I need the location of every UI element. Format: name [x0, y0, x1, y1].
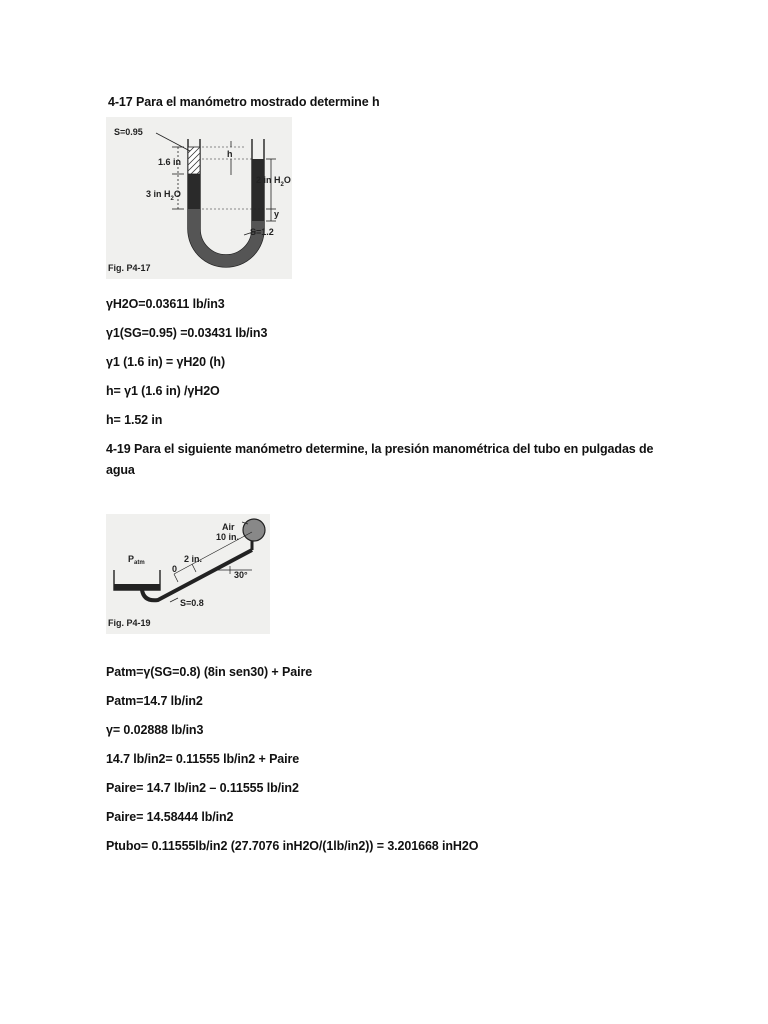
- p1-line-3: γ1 (1.6 in) = γH20 (h): [106, 355, 226, 369]
- label-s-top: S=0.95: [114, 127, 143, 137]
- label-zero: 0: [172, 564, 178, 574]
- figure-p4-19: [106, 514, 270, 634]
- p2-line-5: Paire= 14.7 lb/in2 – 0.11555 lb/in2: [106, 781, 299, 795]
- label-3-in: 3 in $H_2O$: [146, 189, 181, 202]
- p2-line-2: Patm=14.7 lb/in2: [106, 694, 203, 708]
- p2-line-7: Ptubo= 0.11555lb/in2 (27.7076 inH2O/(1lb/in2)) = 3.201668 inH2O: [106, 839, 479, 853]
- p1-line-1: γH2O=0.03611 lb/in3: [106, 297, 225, 311]
- figure-caption-p4-17: Fig. P4-17: [108, 263, 151, 273]
- p2-line-3: γ= 0.02888 lb/in3: [106, 723, 204, 737]
- label-s-bottom: S=1.2: [250, 227, 274, 237]
- figure-caption-p4-19: Fig. P4-19: [108, 618, 151, 628]
- p1-line-4: h= γ1 (1.6 in) /γH2O: [106, 384, 220, 398]
- label-s: S=0.8: [180, 598, 204, 608]
- label-1-6-in: 1.6 in: [158, 157, 182, 167]
- problem-2-heading: 4-19 Para el siguiente manómetro determine, la presión manométrica del tubo en pulgadas de agua: [106, 442, 654, 477]
- label-10-in: 10 in.: [216, 532, 240, 542]
- figure-p4-17: [106, 117, 292, 279]
- p1-line-2: γ1(SG=0.95) =0.03431 lb/in3: [106, 326, 268, 340]
- p2-line-6: Paire= 14.58444 lb/in2: [106, 810, 234, 824]
- label-air: Air: [222, 522, 235, 532]
- label-h: h: [227, 149, 233, 159]
- label-2-in: 2 in.: [184, 554, 203, 564]
- label-patm: $P_{atm}$: [128, 554, 145, 566]
- p1-line-5: h= 1.52 in: [106, 413, 163, 427]
- label-y: y: [274, 209, 280, 219]
- p2-line-1: Patm=γ(SG=0.8) (8in sen30) + Paire: [106, 665, 313, 679]
- label-2-in: 2 in $H_2O$: [256, 175, 291, 188]
- label-angle: 30°: [234, 570, 248, 580]
- problem-1-heading: 4-17 Para el manómetro mostrado determine h: [108, 95, 380, 109]
- p2-line-4: 14.7 lb/in2= 0.11555 lb/in2 + Paire: [106, 752, 300, 766]
